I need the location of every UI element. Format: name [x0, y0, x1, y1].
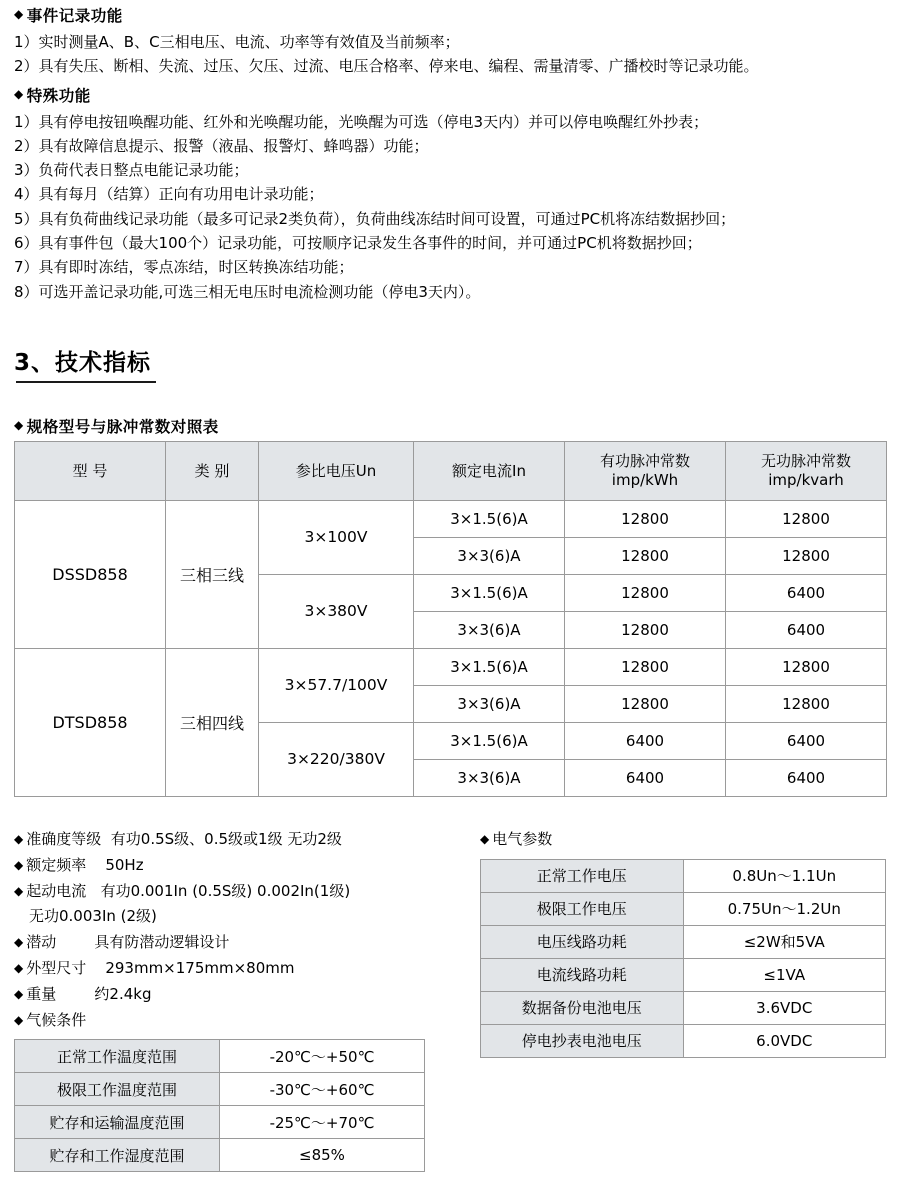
event-record-list — [14, 30, 886, 79]
param-value: 293mm×175mm×80mm — [105, 958, 295, 977]
cell-current: 3×1.5(6)A — [414, 722, 565, 759]
table-row — [481, 925, 886, 958]
diamond-bullet-icon: ◆ — [14, 857, 24, 872]
cell-reactive-pulse: 6400 — [726, 574, 887, 611]
table-row — [15, 1139, 425, 1172]
list-item-text: 具有每月（结算）正向有功用电计录功能； — [38, 185, 324, 204]
cell-active-pulse: 12800 — [565, 685, 726, 722]
list-item — [14, 134, 886, 158]
diamond-bullet-icon: ◆ — [14, 1012, 24, 1027]
electrical-parameters-table — [480, 859, 886, 1058]
cell-reactive-pulse: 12800 — [726, 648, 887, 685]
cell-param-key: 数据备份电池电压 — [481, 991, 684, 1024]
list-item-text: 具有停电按钮唤醒功能、红外和光唤醒功能，光唤醒为可选（停电3天内）并可以停电唤醒红外抄表； — [38, 112, 709, 131]
column-header-reactive-pulse-line1: 无功脉冲常数 — [760, 452, 851, 471]
spec-table-caption — [14, 415, 886, 437]
list-item — [14, 110, 886, 134]
param-value: 有功0.5S级、0.5级或1级 无功2级 — [110, 829, 342, 848]
bottom-columns — [0, 827, 900, 1172]
param-frequency — [14, 853, 462, 879]
section-title: 事件记录功能 — [26, 7, 123, 25]
list-item-text: 具有故障信息提示、报警（液晶、报警灯、蜂鸣器）功能； — [38, 136, 429, 155]
spec-table-block — [0, 415, 900, 797]
table-row — [481, 892, 886, 925]
table-row — [15, 1040, 425, 1073]
right-column — [480, 827, 886, 1172]
param-value: 具有防潜动逻辑设计 — [94, 933, 230, 952]
diamond-bullet-icon: ◆ — [14, 883, 24, 898]
cell-voltage: 3×380V — [259, 574, 414, 648]
cell-reactive-pulse: 6400 — [726, 722, 887, 759]
cell-model: DSSD858 — [15, 500, 166, 648]
param-label: 额定频率 — [26, 855, 87, 874]
electrical-parameters-heading — [480, 827, 886, 853]
column-header-active-pulse-line2: imp/kWh — [611, 470, 679, 489]
cell-param-value: ≤1VA — [683, 958, 886, 991]
cell-active-pulse: 6400 — [565, 722, 726, 759]
param-value: 约2.4kg — [94, 984, 152, 1003]
cell-current: 3×3(6)A — [414, 759, 565, 796]
list-item-number: 6） — [14, 234, 39, 253]
list-item-text: 具有负荷曲线记录功能（最多可记录2类负荷），负荷曲线冻结时间可设置，可通过PC机将冻结数据抄回； — [38, 209, 736, 228]
list-item-text: 可选开盖记录功能,可选三相无电压时电流检测功能（停电3天内）。 — [38, 282, 481, 301]
list-item-text: 实时测量A、B、C三相电压、电流、功率等有效值及当前频率； — [38, 33, 460, 51]
table-row — [481, 859, 886, 892]
diamond-bullet-icon: ◆ — [14, 831, 24, 846]
cell-voltage: 3×57.7/100V — [259, 648, 414, 722]
cell-param-value: 3.6VDC — [683, 991, 886, 1024]
column-header-reactive-pulse-line2: imp/kvarh — [768, 470, 844, 489]
list-item-number: 1） — [14, 33, 39, 51]
list-item-number: 2） — [14, 136, 39, 155]
cell-active-pulse: 12800 — [565, 574, 726, 611]
cell-current: 3×3(6)A — [414, 685, 565, 722]
cell-reactive-pulse: 12800 — [726, 685, 887, 722]
feature-sections — [0, 0, 900, 304]
column-header-reactive-pulse — [726, 441, 887, 500]
param-label: 外型尺寸 — [26, 958, 87, 977]
cell-param-value: 0.8Un～1.1Un — [683, 859, 886, 892]
list-item-number: 8） — [14, 282, 39, 301]
list-item-text: 具有即时冻结，零点冻结，时区转换冻结功能； — [38, 258, 354, 277]
chapter-underline — [16, 381, 156, 383]
temperature-table — [14, 1039, 425, 1172]
cell-temp-key: 贮存和工作湿度范围 — [15, 1139, 220, 1172]
list-item — [14, 182, 886, 206]
list-item — [14, 54, 886, 78]
cell-model: DTSD858 — [15, 648, 166, 796]
section-heading-event-record — [14, 4, 886, 26]
table-row — [481, 1024, 886, 1057]
param-weight — [14, 982, 462, 1008]
list-item — [14, 231, 886, 255]
list-item-number: 2） — [14, 57, 39, 76]
cell-temp-key: 正常工作温度范围 — [15, 1040, 220, 1073]
cell-class: 三相四线 — [166, 648, 259, 796]
list-item-text: 具有失压、断相、失流、过压、欠压、过流、电压合格率、停来电、编程、需量清零、广播校时等记录功能。 — [38, 57, 759, 76]
list-item — [14, 158, 886, 182]
diamond-bullet-icon: ◆ — [14, 960, 24, 975]
list-item — [14, 30, 886, 54]
cell-temp-key: 贮存和运输温度范围 — [15, 1106, 220, 1139]
cell-param-key: 极限工作电压 — [481, 892, 684, 925]
column-header-active-pulse — [565, 441, 726, 500]
cell-current: 3×1.5(6)A — [414, 574, 565, 611]
cell-current: 3×3(6)A — [414, 611, 565, 648]
cell-current: 3×1.5(6)A — [414, 648, 565, 685]
cell-param-key: 停电抄表电池电压 — [481, 1024, 684, 1057]
cell-reactive-pulse: 6400 — [726, 611, 887, 648]
list-item-number: 3） — [14, 161, 39, 180]
cell-active-pulse: 12800 — [565, 500, 726, 537]
section-title: 电气参数 — [492, 829, 553, 848]
spec-table — [14, 441, 887, 797]
list-item-number: 5） — [14, 209, 39, 228]
param-value: 50Hz — [105, 855, 144, 874]
cell-temp-value: -20℃～+50℃ — [220, 1040, 425, 1073]
param-label: 准确度等级 — [26, 829, 102, 848]
param-label: 气候条件 — [26, 1010, 87, 1029]
diamond-bullet-icon: ◆ — [14, 417, 24, 432]
left-column — [14, 827, 462, 1172]
cell-reactive-pulse: 12800 — [726, 537, 887, 574]
param-dimensions — [14, 956, 462, 982]
table-row — [15, 1106, 425, 1139]
param-accuracy — [14, 827, 462, 853]
cell-temp-value: ≤85% — [220, 1139, 425, 1172]
cell-active-pulse: 6400 — [565, 759, 726, 796]
diamond-bullet-icon: ◆ — [480, 831, 490, 846]
cell-current: 3×3(6)A — [414, 537, 565, 574]
cell-active-pulse: 12800 — [565, 648, 726, 685]
table-row — [15, 500, 887, 537]
cell-temp-value: -30℃～+60℃ — [220, 1073, 425, 1106]
table-row — [481, 991, 886, 1024]
cell-param-key: 正常工作电压 — [481, 859, 684, 892]
section-heading-special-function — [14, 84, 886, 106]
special-function-list — [14, 110, 886, 304]
column-header-voltage: 参比电压Un — [259, 441, 414, 500]
param-label: 重量 — [26, 984, 57, 1003]
table-row — [15, 648, 887, 685]
cell-param-value: 0.75Un～1.2Un — [683, 892, 886, 925]
cell-param-key: 电流线路功耗 — [481, 958, 684, 991]
diamond-bullet-icon: ◆ — [14, 986, 24, 1001]
list-item-text: 负荷代表日整点电能记录功能； — [38, 161, 249, 180]
diamond-bullet-icon: ◆ — [14, 7, 24, 21]
cell-param-value: ≤2W和5VA — [683, 925, 886, 958]
column-header-model: 型 号 — [15, 441, 166, 500]
spec-table-caption-text: 规格型号与脉冲常数对照表 — [26, 417, 219, 436]
list-item-text: 具有事件包（最大100个）记录功能，可按顺序记录发生各事件的时间，并可通过PC机将数据抄回； — [38, 234, 702, 253]
cell-current: 3×1.5(6)A — [414, 500, 565, 537]
param-starting-current — [14, 879, 462, 905]
cell-param-key: 电压线路功耗 — [481, 925, 684, 958]
column-header-active-pulse-line1: 有功脉冲常数 — [599, 452, 690, 471]
list-item — [14, 207, 886, 231]
table-row — [481, 958, 886, 991]
list-item — [14, 280, 886, 304]
cell-voltage: 3×220/380V — [259, 722, 414, 796]
param-value: 有功0.001In (0.5S级) 0.002In(1级) — [100, 881, 351, 900]
cell-param-value: 6.0VDC — [683, 1024, 886, 1057]
param-label: 起动电流 — [26, 881, 87, 900]
cell-active-pulse: 12800 — [565, 611, 726, 648]
cell-temp-value: -25℃～+70℃ — [220, 1106, 425, 1139]
list-item-number: 7） — [14, 258, 39, 277]
diamond-bullet-icon: ◆ — [14, 935, 24, 950]
cell-temp-key: 极限工作温度范围 — [15, 1073, 220, 1106]
column-header-class: 类 别 — [166, 441, 259, 500]
param-label: 潜动 — [26, 933, 57, 952]
cell-class: 三相三线 — [166, 500, 259, 648]
cell-reactive-pulse: 12800 — [726, 500, 887, 537]
column-header-current: 额定电流In — [414, 441, 565, 500]
diamond-bullet-icon: ◆ — [14, 86, 24, 101]
table-row — [15, 1073, 425, 1106]
param-creep — [14, 930, 462, 956]
list-item-number: 4） — [14, 185, 39, 204]
param-starting-current-continued: 无功0.003In (2级) — [29, 907, 157, 926]
list-item — [14, 255, 886, 279]
table-header-row — [15, 441, 887, 500]
section-title: 特殊功能 — [26, 86, 91, 105]
param-climate-heading — [14, 1008, 462, 1034]
cell-voltage: 3×100V — [259, 500, 414, 574]
list-item-number: 1） — [14, 112, 39, 131]
chapter-heading: 3、技术指标 — [14, 349, 152, 376]
cell-active-pulse: 12800 — [565, 537, 726, 574]
cell-reactive-pulse: 6400 — [726, 759, 887, 796]
